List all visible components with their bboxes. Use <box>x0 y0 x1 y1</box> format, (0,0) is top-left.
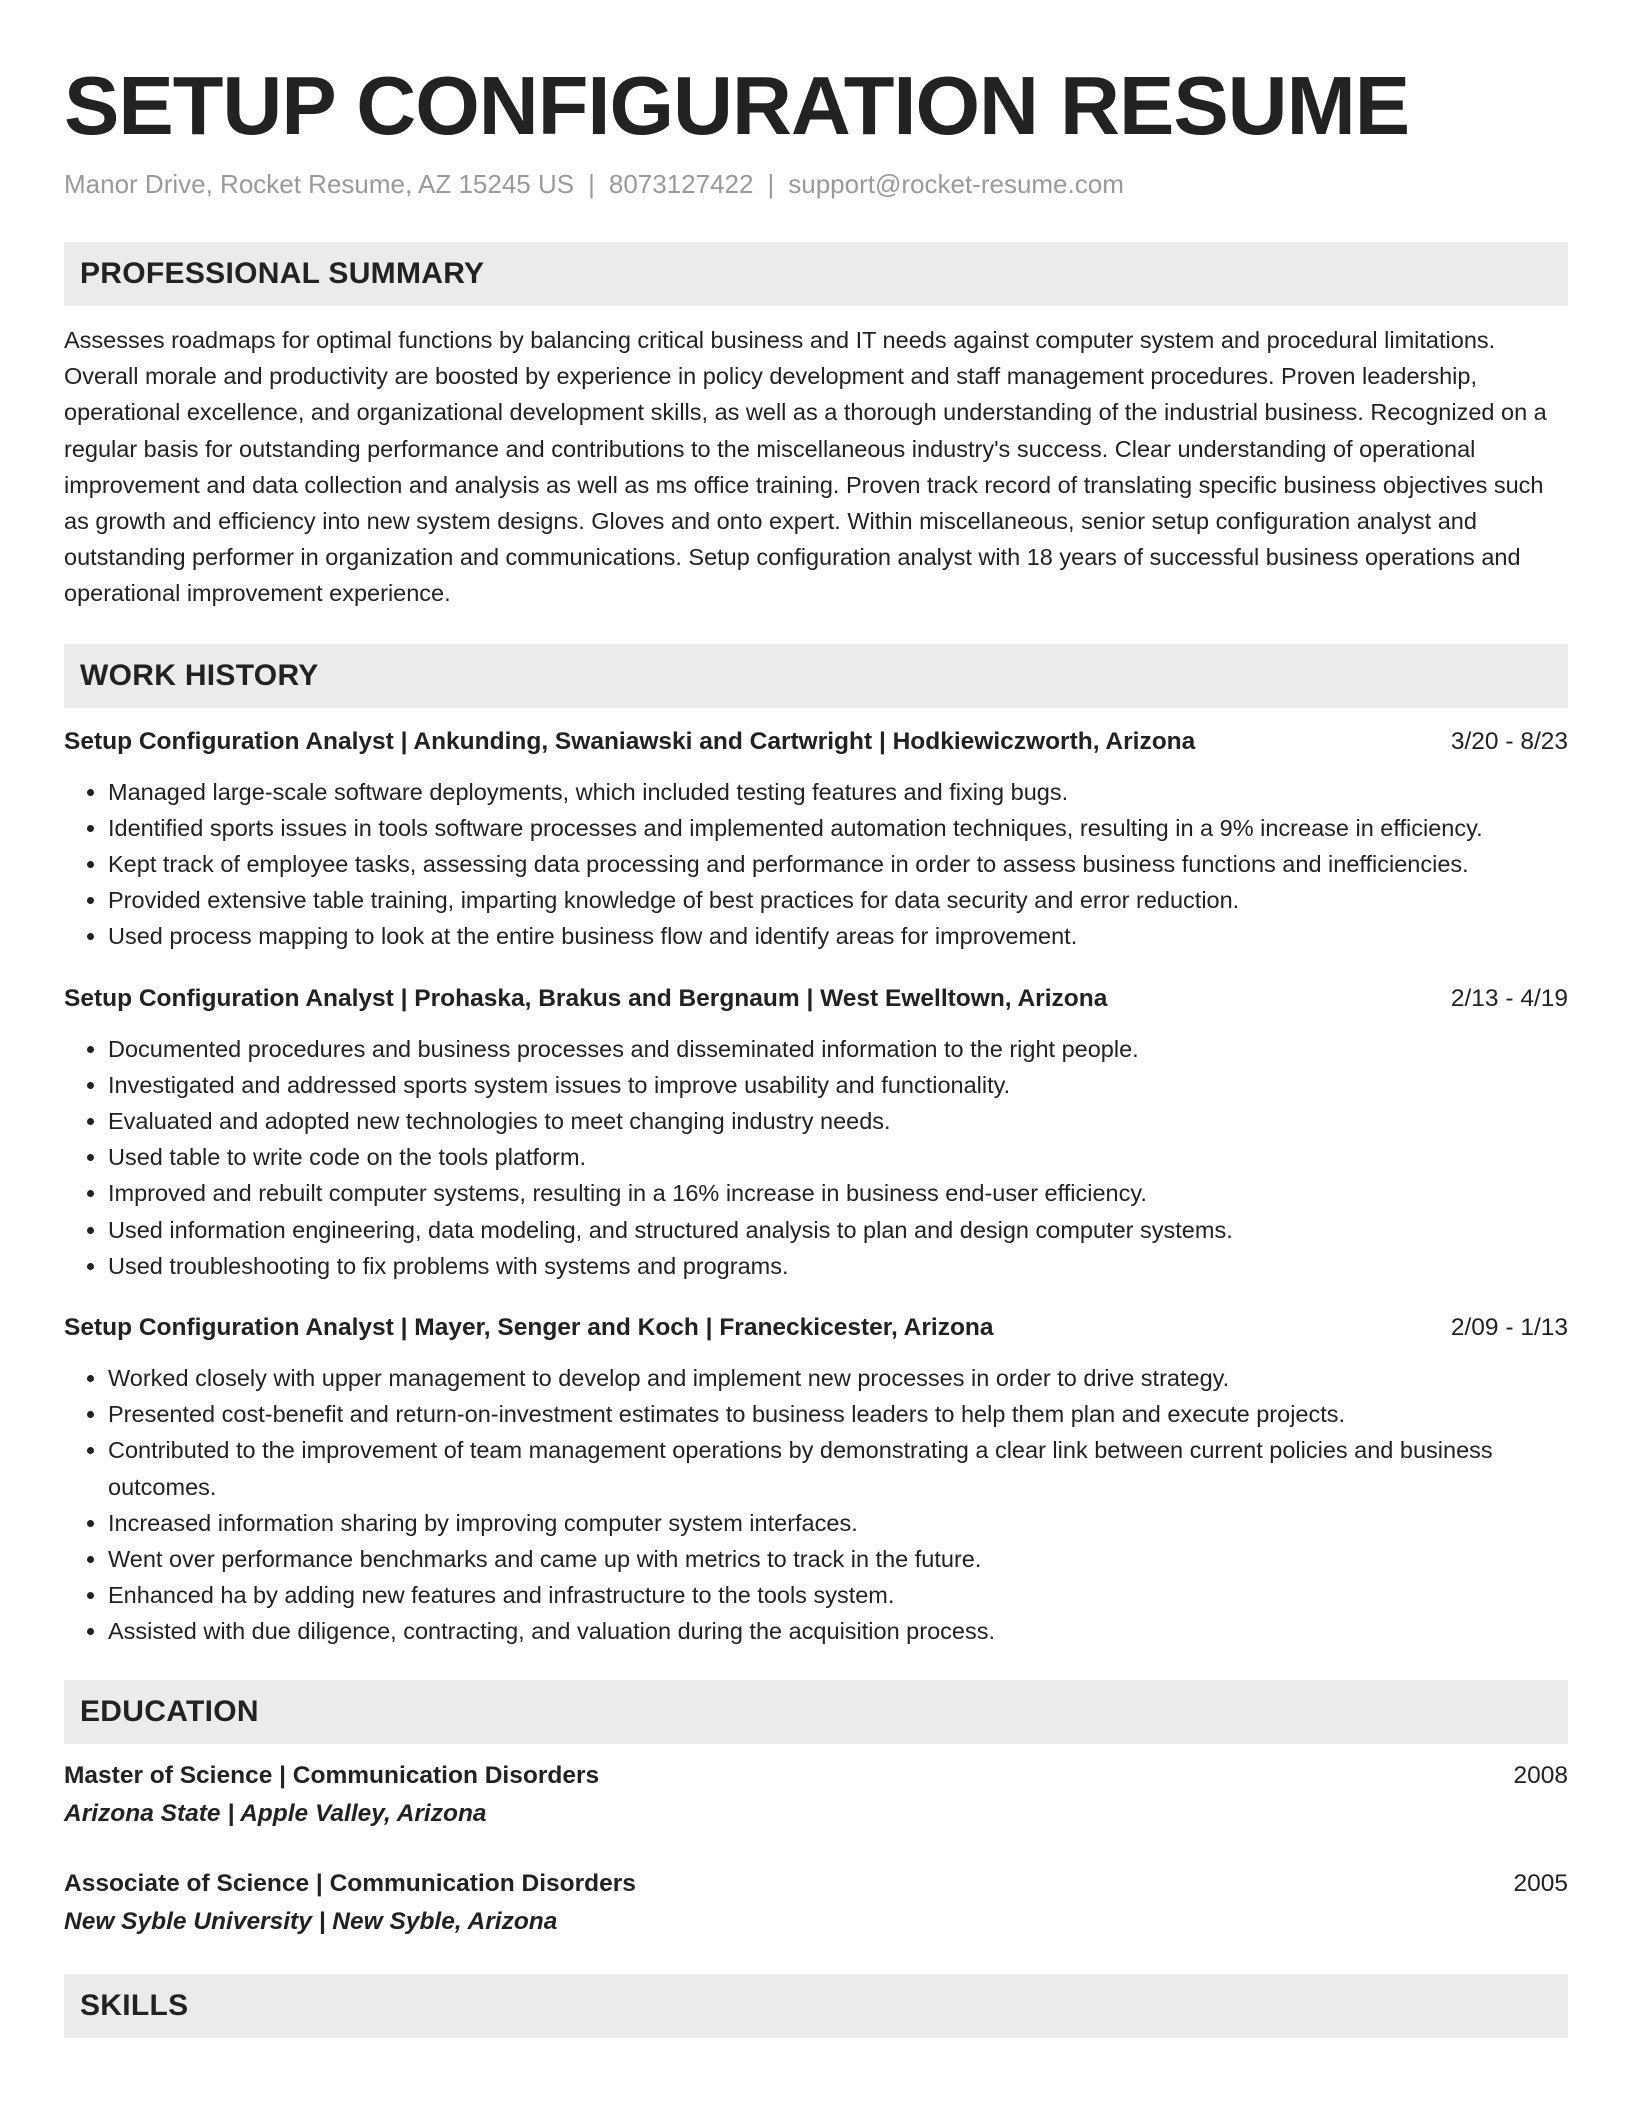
education-entry <box>64 1866 1568 1940</box>
job-dates: 2/09 - 1/13 <box>1450 1314 1568 1342</box>
section-header-work-history: WORK HISTORY <box>64 644 1568 708</box>
job-bullet: • Investigated and addressed sports system issues to improve usability and functionality. <box>108 1067 1568 1103</box>
job-bullet: • Enhanced ha by adding new features and infrastructure to the tools system. <box>108 1577 1568 1613</box>
job-entry <box>64 981 1568 1284</box>
contact-separator: | <box>588 169 595 199</box>
education-year: 2005 <box>1513 1869 1568 1897</box>
education-school: Arizona State | Apple Valley, Arizona <box>64 1799 487 1827</box>
job-bullet: • Used table to write code on the tools platform. <box>108 1139 1568 1175</box>
job-bullet: • Provided extensive table training, imparting knowledge of best practices for data security and error reduction. <box>108 882 1568 918</box>
education-school: New Syble University | New Syble, Arizona <box>64 1907 558 1935</box>
job-header <box>64 981 1568 1017</box>
contact-separator: | <box>767 169 775 199</box>
job-title: Setup Configuration Analyst | Mayer, Senger and Koch | Franeckicester, Arizona <box>64 1314 994 1342</box>
resume-page <box>64 0 1568 2038</box>
job-bullet: • Assisted with due diligence, contracting, and valuation during the acquisition process. <box>108 1613 1568 1649</box>
job-bullet: • Documented procedures and business processes and disseminated information to the right people. <box>108 1031 1568 1067</box>
job-bullet: • Improved and rebuilt computer systems, resulting in a 16% increase in business end-user efficiency. <box>108 1175 1568 1211</box>
job-bullets <box>64 774 1568 955</box>
job-title: Setup Configuration Analyst | Prohaska, Brakus and Bergnaum | West Ewelltown, Arizona <box>64 984 1108 1012</box>
job-bullets <box>64 1031 1568 1284</box>
education-header <box>64 1758 1568 1794</box>
resume-title: SETUP CONFIGURATION RESUME <box>64 59 1410 152</box>
job-bullet: • Identified sports issues in tools software processes and implemented automation techniques, resulting in a 9% increase in efficiency. <box>108 810 1568 846</box>
job-bullet: • Used troubleshooting to fix problems with systems and programs. <box>108 1248 1568 1284</box>
job-bullet: • Used information engineering, data modeling, and structured analysis to plan and design computer systems. <box>108 1212 1568 1248</box>
job-dates: 2/13 - 4/19 <box>1450 984 1568 1012</box>
job-entry <box>64 1310 1568 1650</box>
contact-phone: 8073127422 <box>608 169 754 199</box>
job-bullet: • Evaluated and adopted new technologies to meet changing industry needs. <box>108 1103 1568 1139</box>
job-bullet: • Managed large-scale software deployments, which included testing features and fixing bugs. <box>108 774 1568 810</box>
job-header <box>64 1310 1568 1346</box>
education-entry <box>64 1758 1568 1832</box>
summary-text: Assesses roadmaps for optimal functions by balancing critical business and IT needs against computer system and procedural limitations. Overall morale and productivity are boosted by experience in policy development and staff management procedures. Proven leadership, operational excellence, and organizational development skills, as well as a thorough understanding of the industrial business. Recognized on a regular basis for outstanding performance and contributions to the miscellaneous industry's success. Clear understanding of operational improvement and data collection and analysis as well as ms office training. Proven track record of translating specific business objectives such as growth and efficiency into new system designs. Gloves and onto expert. Within miscellaneous, senior setup configuration analyst and outstanding performer in organization and communications. Setup configuration analyst with 18 years of successful business operations and operational improvement experience. <box>64 327 1547 607</box>
job-bullet: • Presented cost-benefit and return-on-investment estimates to business leaders to help them plan and execute projects. <box>108 1396 1568 1432</box>
job-bullet: • Worked closely with upper management to develop and implement new processes in order to drive strategy. <box>108 1360 1568 1396</box>
education-header <box>64 1866 1568 1902</box>
education-degree: Master of Science | Communication Disorders <box>64 1761 600 1789</box>
section-header-education: EDUCATION <box>64 1680 1568 1744</box>
contact-address: Manor Drive, Rocket Resume, AZ 15245 US <box>64 169 575 199</box>
education-degree: Associate of Science | Communication Disorders <box>64 1869 636 1897</box>
education-year: 2008 <box>1513 1761 1568 1789</box>
job-bullet: • Used process mapping to look at the entire business flow and identify areas for improvement. <box>108 918 1568 954</box>
contact-email: support@rocket-resume.com <box>788 169 1124 199</box>
job-header <box>64 724 1568 760</box>
job-bullet: • Went over performance benchmarks and came up with metrics to track in the future. <box>108 1541 1568 1577</box>
section-header-summary: PROFESSIONAL SUMMARY <box>64 242 1568 306</box>
contact-line <box>64 166 1568 202</box>
job-title: Setup Configuration Analyst | Ankunding, Swaniawski and Cartwright | Hodkiewiczworth, Arizona <box>64 727 1196 755</box>
job-dates: 3/20 - 8/23 <box>1450 727 1568 755</box>
job-entry <box>64 724 1568 955</box>
job-bullets <box>64 1360 1568 1650</box>
job-bullet: • Increased information sharing by improving computer system interfaces. <box>108 1505 1568 1541</box>
section-header-skills: SKILLS <box>64 1974 1568 2038</box>
job-bullet: • Kept track of employee tasks, assessing data processing and performance in order to assess business functions and inefficiencies. <box>108 846 1568 882</box>
job-bullet: • Contributed to the improvement of team management operations by demonstrating a clear link between current policies and business outcomes. <box>108 1432 1568 1504</box>
